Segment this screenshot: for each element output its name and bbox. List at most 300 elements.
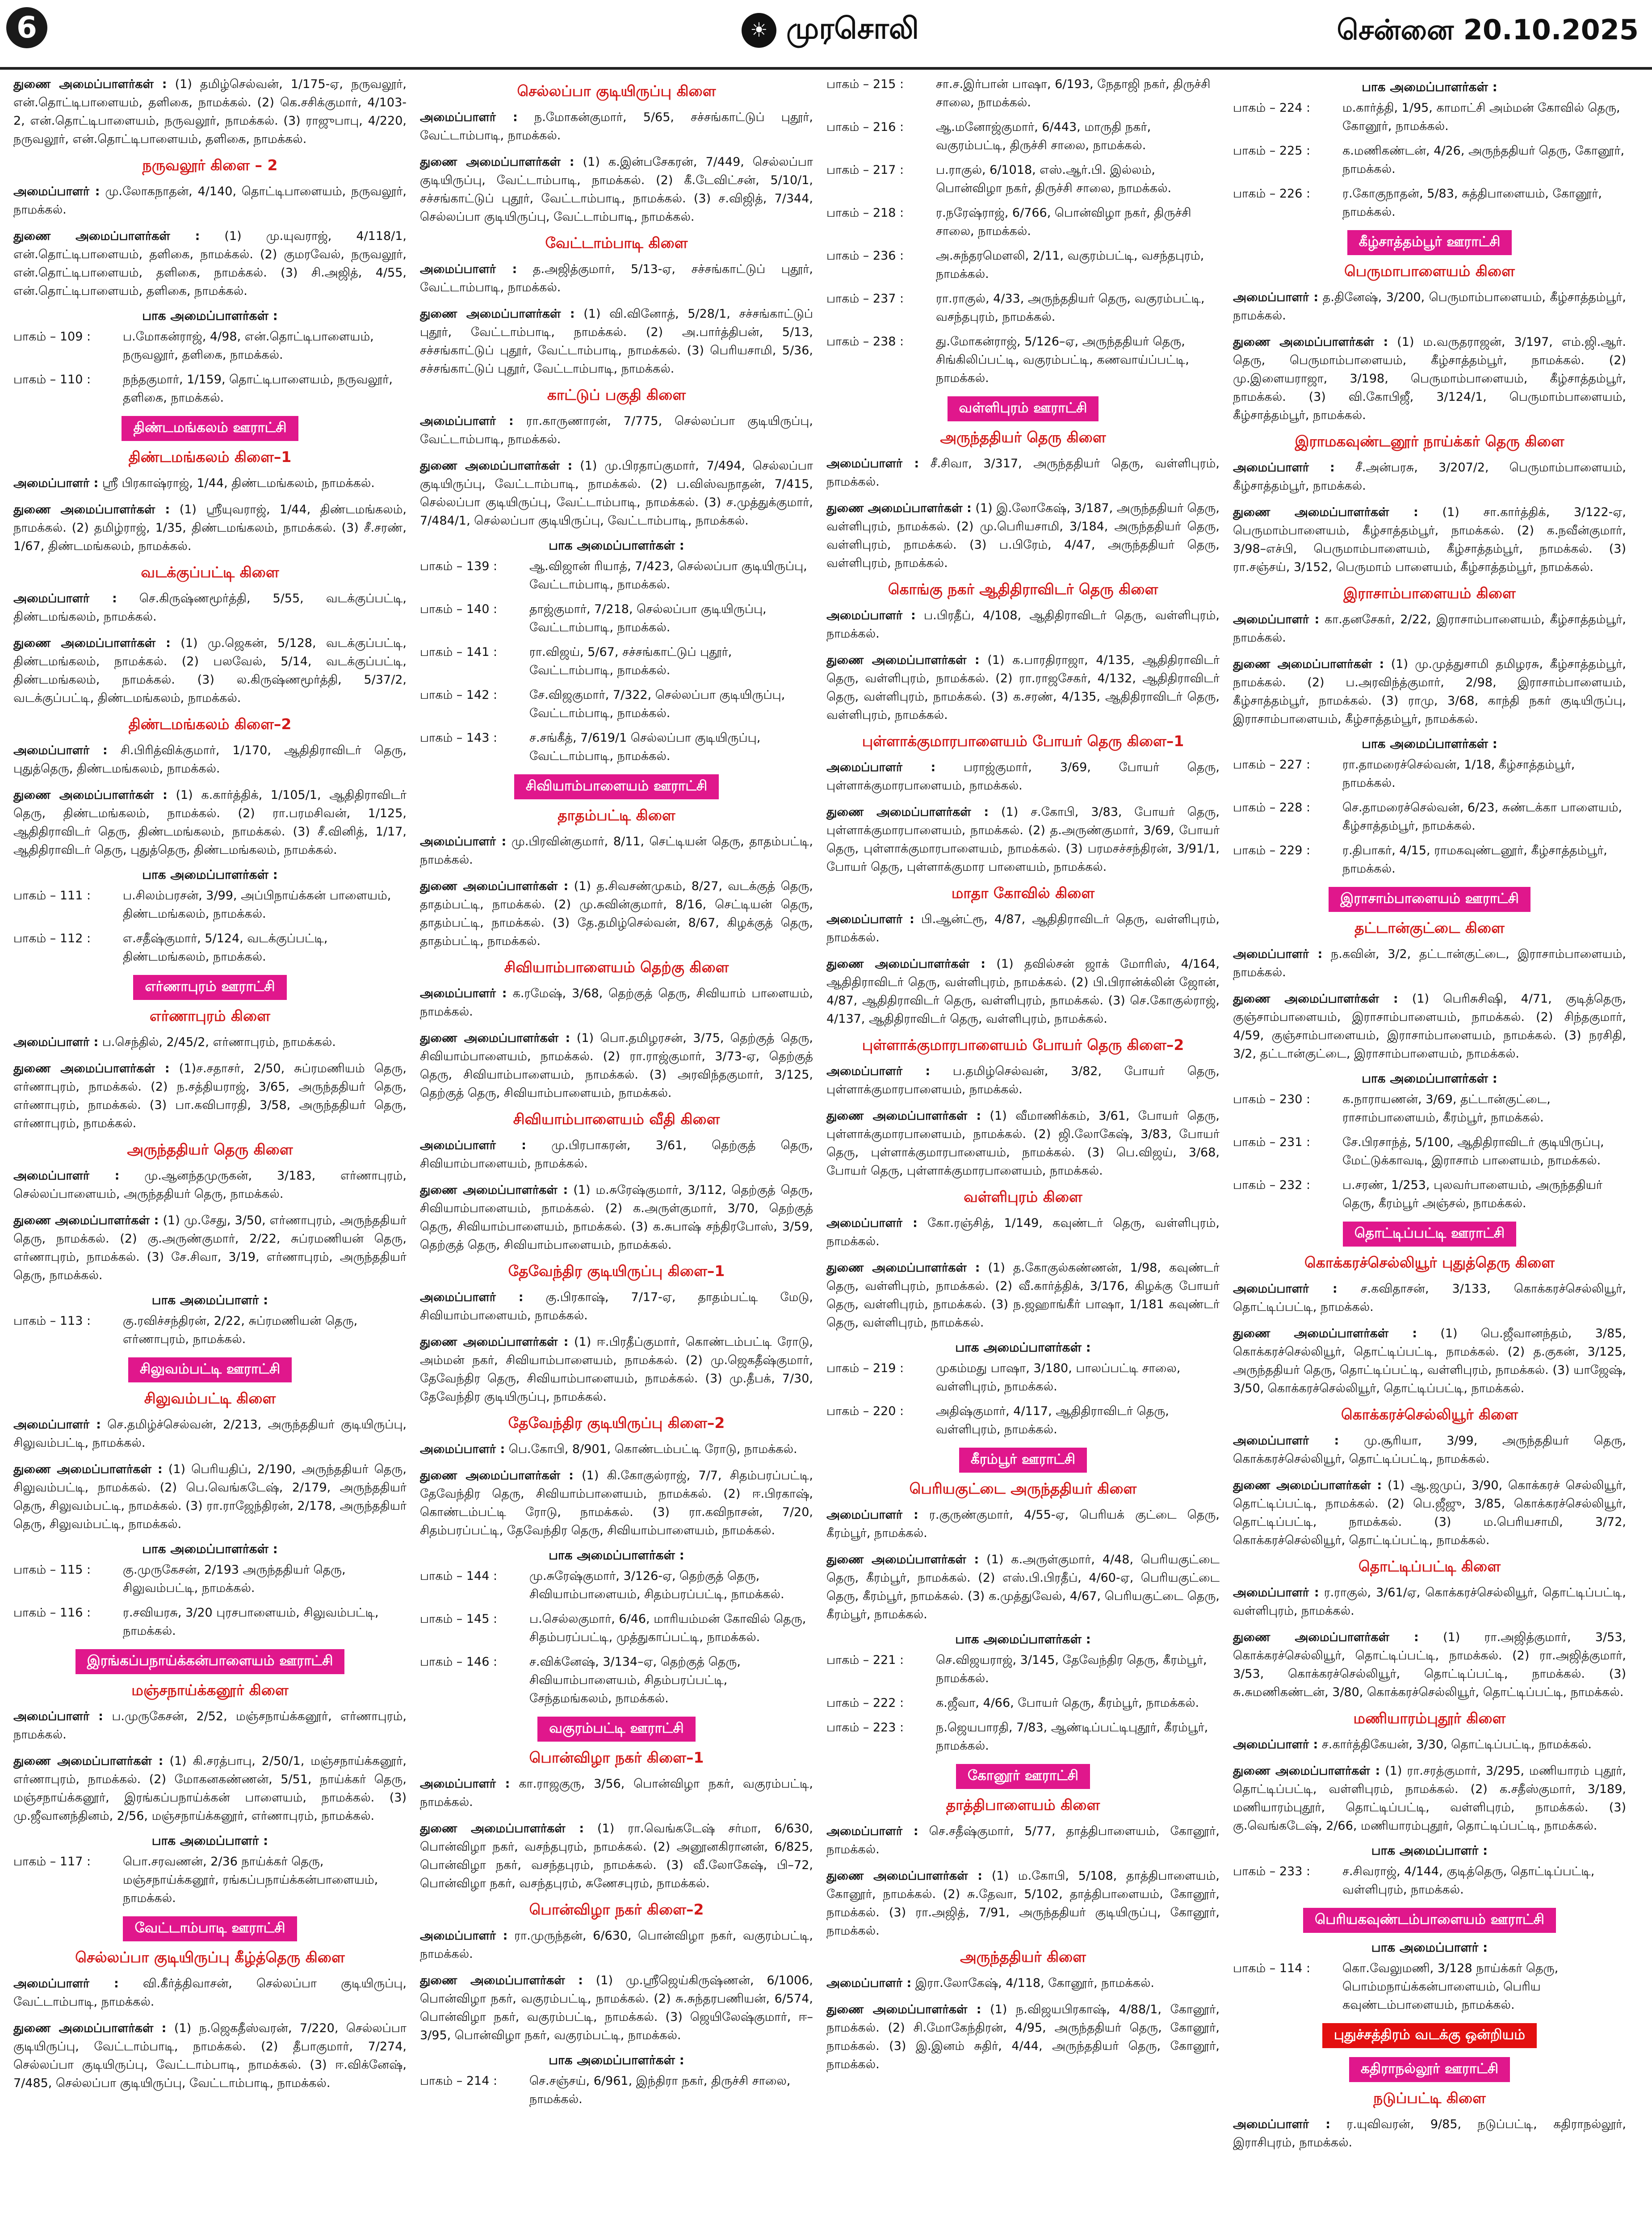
- organizer-entry: [13, 1415, 407, 1452]
- branch-heading: வள்ளிபுரம் கிளை: [964, 1188, 1082, 1205]
- organizer-entry: [13, 75, 407, 148]
- booth-heading: பாக அமைப்பாளர்கள் :: [142, 1541, 278, 1556]
- role-label: அமைப்பாளர் :: [420, 1290, 524, 1304]
- booth-heading: பாக அமைப்பாளர்கள் :: [142, 308, 278, 323]
- booth-organizer: அ.சுந்தரமௌலி, 2/11, வகுரம்பட்டி, வசந்தபுரம், நாமக்கல்.: [936, 249, 1204, 281]
- role-label: அமைப்பாளர் :: [420, 1138, 526, 1152]
- branch-heading: தாதம்பட்டி கிளை: [558, 806, 675, 824]
- branch-heading: அருந்ததியர் கிளை: [960, 1948, 1086, 1965]
- organizer-entry: [13, 1460, 407, 1533]
- branch-heading: அருந்ததியர் தெரு கிளை: [127, 1141, 293, 1158]
- booth-number: பாகம் – 140 :: [420, 602, 498, 616]
- booth-heading: பாக அமைப்பாளர் :: [1371, 1940, 1488, 1955]
- member-details: (1) தமிழ்செல்வன், 1/175-ஏ, நருவலூர், என்.தொட்டிபாளையம், தளிகை, நாமக்கல். (2) கெ.சசிக்குமார், 4/103-2, என்.தொட்டிபாளையம், நருவலூர், நாமக்கல். (3) ராஜுபாபு, 4/220, நருவலூர், என்.தொட்டிபாளையம், தளிகை, நாமக்கல்.: [13, 77, 407, 146]
- member-details: (1) ம.வருதராஜன், 3/197, எம்.ஜி.ஆர். தெரு, பெருமாம்பாளையம், கீழ்சாத்தம்பூர், நாமக்கல். (2) மு.இளையராஜா, 3/198, பெருமாம்பாளையம், கீழ்சாத்தம்பூர், நாமக்கல். (3) வி.கோபிஜீ, 3/124/1, பெருமாம்பாளையம், கீழ்சாத்தம்பூர், நாமக்கல்.: [1233, 335, 1626, 422]
- role-label: அமைப்பாளர் :: [826, 1976, 912, 1990]
- member-details: (1) பெரிசுசிஷி, 4/71, குடித்தெரு, குஞ்சாம்பாளையம், இராசாம்பாளையம், நாமக்கல். (2) சிந்தகுமார், 4/59, குஞ்சாம்பாளையம், இராசாம்பாளையம், நாமக்கல். (3) நரசிதி, 3/2, தட்டான்குட்டை, இராசாம்பாளையம், நாமக்கல்.: [1233, 992, 1626, 1061]
- member-details: (1) த.கோகுல்கண்ணன், 1/98, கவுண்டர் தெரு, வள்ளிபுரம், நாமக்கல். (2) வீ.கார்த்திக், 3/176, கிழக்கு போயர் தெரு, வள்ளிபுரம், நாமக்கல். (3) ந.ஜஹாங்கீர் பாஷா, 1/181 கவுண்டர் தெரு, வள்ளிபுரம், நாமக்கல்.: [826, 1261, 1220, 1330]
- booth-number: பாகம் – 232 :: [1233, 1178, 1311, 1192]
- member-details: (1) வீமாணிக்கம், 3/61, போயர் தெரு, புள்ளாக்குமாரபாளையம், நாமக்கல். (2) ஜி.லோகேஷ், 3/83, போயர் தெரு, புள்ளாக்குமாரபாளையம், நாமக்கல். (3) பெ.விஜய், 3/68, போயர் தெரு, புள்ளாக்குமாரபாளையம், நாமக்கல்.: [826, 1109, 1220, 1178]
- booth-heading: பாக அமைப்பாளர் :: [151, 1293, 268, 1307]
- organizer-entry: [420, 1288, 813, 1325]
- branch-heading: சிவியாம்பாளையம் வீதி கிளை: [513, 1110, 720, 1128]
- booth-number: பாகம் – 221 :: [826, 1653, 904, 1667]
- member-details: (1) மு.சேது, 3/50, எர்ணாபுரம், அருந்ததியர் தெரு, நாமக்கல். (2) கு.அருண்குமார், 2/22, சுப்ரமணியன் தெரு, எர்ணாபுரம், நாமக்கல். (3) சே.சிவா, 3/19, எர்ணாபுரம், அருந்ததியர் தெரு, நாமக்கல்.: [13, 1214, 407, 1282]
- role-label: துணை அமைப்பாளர்கள் :: [420, 1335, 569, 1349]
- masthead: [0, 0, 1652, 70]
- role-label: துணை அமைப்பாளர்கள் :: [826, 2003, 981, 2016]
- organizer-entry: [420, 984, 813, 1021]
- booth-number: பாகம் – 220 :: [826, 1404, 904, 1418]
- member-details: மு.லோகநாதன், 4/140, தொட்டிபாளையம், நருவலூர், நாமக்கல்.: [13, 185, 407, 217]
- column-3: [826, 75, 1220, 2234]
- booth-row: [826, 161, 1220, 197]
- member-details: (1) க.கார்த்திக், 1/105/1, ஆதிதிராவிடர் தெரு, திண்டமங்கலம், நாமக்கல். (2) ரா.பரமசிவன், 1/125, ஆதிதிராவிடர் தெரு, திண்டமங்கலம், நாமக்கல். (3) சீ.வினித், 1/17, ஆதிதிராவிடர் தெரு, புதுத்தெரு, திண்டமங்கலம், நாமக்கல்.: [13, 788, 407, 857]
- member-details: ச.கார்த்திகேயன், 3/30, தொட்டிப்பட்டி, நாமக்கல்.: [1321, 1738, 1592, 1751]
- organizer-entry: [1233, 1324, 1626, 1398]
- member-details: (1) த.சிவசண்முகம், 8/27, வடக்குத் தெரு, தாதம்பட்டி, நாமக்கல். (2) மு.சுவின்குமார், 8/16, செட்டியன் தெரு, தாதம்பட்டி, நாமக்கல். (3) தே.தமிழ்செல்வன், 8/67, கிழக்குத் தெரு, தாதம்பட்டி, நாமக்கல்.: [420, 879, 813, 948]
- booth-number: பாகம் – 233 :: [1233, 1864, 1311, 1878]
- member-details: (1) ரா.வெங்கடேஷ் சர்மா, 6/630, பொன்விழா நகர், வசந்தபுரம், நாமக்கல். (2) அனூனகிரானன், 6/825, பொன்விழா நகர், வசந்தபுரம், நாமக்கல். (3) வீ.லோகேஷ், பி–72, பொன்விழா நகர், வசந்தபுரம், சுணேசபுரம், நாமக்கல்.: [420, 1822, 813, 1890]
- member-details: ர.குருண்குமார், 4/55-ஏ, பெரியக் குட்டை தெரு, கீரம்பூர், நாமக்கல்.: [826, 1508, 1220, 1540]
- role-label: துணை அமைப்பாளர்கள் :: [826, 1869, 983, 1883]
- member-details: ப.பிரதீப், 4/108, ஆதிதிராவிடர் தெரு, வள்ளிபுரம், நாமக்கல்.: [826, 609, 1220, 641]
- booth-organizer: பொ.சரவணன், 2/36 நாய்க்கர் தெரு, மஞ்சநாய்க்கனூர், ரங்கப்பநாய்க்கன்பாளையம், நாமக்கல்.: [123, 1855, 378, 1905]
- member-details: (1) ம.கோபி, 5/108, தாத்திபாளையம், கோனூர், நாமக்கல். (2) சு.தேவா, 5/102, தாத்திபாளையம், கோனூர், நாமக்கல். (3) ரா.அஜித், 7/91, அருந்ததியர் குடியிருப்பு, கோனூர், நாமக்கல்.: [826, 1869, 1220, 1938]
- member-details: (1) ந.ஜெகதீஸ்வரன், 7/220, செல்லப்பா குடியிருப்பு, வேட்டாம்பாடி, நாமக்கல். (2) தீபாகுமார், 7/274, செல்லப்பா குடியிருப்பு, வேட்டாம்பாடி, நாமக்கல். (3) ஈ.விக்னேஷ், 7/485, செல்லப்பா குடியிருப்பு, வேட்டாம்பாடி, நாமக்கல்.: [13, 2021, 407, 2090]
- member-details: (1) மு.யுவராஜ், 4/118/1, என்.தொட்டிபாளையம், தளிகை, நாமக்கல். (2) குமரவேல், நருவலூர், என்.தொட்டிபாளையம், தளிகை, நாமக்கல். (3) சி.அஜித், 4/55, என்.தொட்டிபாளையம், தளிகை, நாமக்கல்.: [13, 229, 407, 298]
- role-label: அமைப்பாளர் :: [1233, 613, 1320, 626]
- booth-row: [826, 1694, 1220, 1712]
- organizer-entry: [420, 412, 813, 449]
- booth-number: பாகம் – 139 :: [420, 559, 498, 573]
- role-label: அமைப்பாளர் :: [420, 110, 518, 124]
- organizer-entry: [13, 1211, 407, 1285]
- member-details: (1) மு.பிரதாப்குமார், 7/494, செல்லப்பா குடியிருப்பு, வேட்டாம்பாடி, நாமக்கல். (2) ப.விஸ்வநாதன், 7/415, செல்லப்பா குடியிருப்பு, வேட்டாம்பாடி, நாமக்கல். (3) ச.முத்துக்குமார், 7/484/1, செல்லப்பா குடியிருப்பு, வேட்டாம்பாடி, நாமக்கல்.: [420, 459, 813, 528]
- booth-row: [420, 643, 813, 680]
- branch-heading: இராசாம்பாளையம் கிளை: [1343, 584, 1516, 602]
- booth-row: [1233, 1133, 1626, 1170]
- branch-heading: புள்ளாக்குமாரபாளையம் போயர் தெரு கிளை–1: [862, 732, 1184, 750]
- role-label: துணை அமைப்பாளர்கள் :: [420, 1822, 584, 1835]
- role-label: துணை அமைப்பாளர்கள் :: [420, 1974, 583, 1987]
- date: 20.10.2025: [1463, 13, 1639, 46]
- booth-organizer: கொ.வேலுமணி, 3/128 நாய்க்கர் தெரு, பொம்மநாய்க்கன்பாளையம், பெரிய கவுண்டம்பாளையம், நாமக்கல்.: [1342, 1961, 1559, 2012]
- role-label: துணை அமைப்பாளர்கள் :: [13, 2021, 167, 2035]
- organizer-entry: [826, 2000, 1220, 2074]
- booth-organizer: சே.பிரசாந்த், 5/100, ஆதிதிராவிடர் குடியிருப்பு, மேட்டுக்காவடி, இராசாம் பாளையம், நாமக்கல்.: [1342, 1135, 1604, 1167]
- booth-organizer: நந்தகுமார், 1/159, தொட்டிபாளையம், நருவலூர், தளிகை, நாமக்கல்.: [123, 373, 393, 405]
- organizer-entry: [1233, 458, 1626, 495]
- booth-row: [1233, 142, 1626, 178]
- organizer-entry: [13, 634, 407, 707]
- booth-organizer: அதிஷ்குமார், 4/117, ஆதிதிராவிடர் தெரு, வள்ளிபுரம், நாமக்கல்.: [936, 1404, 1169, 1436]
- role-label: துணை அமைப்பாளர்கள் :: [420, 459, 573, 473]
- organizer-entry: [13, 1707, 407, 1744]
- booth-row: [826, 1359, 1220, 1396]
- booth-row: [1233, 1862, 1626, 1899]
- city: சென்னை: [1337, 13, 1454, 46]
- member-details: (1) பொ.தமிழரசன், 3/75, தெற்குத் தெரு, சிவியாம்பாளையம், நாமக்கல். (2) ரா.ராஜ்குமார், 3/73-ஏ, தெற்குத் தெரு, சிவியாம்பாளையம், நாமக்கல். (3) அரவிந்தகுமார், 3/125, தெற்குத் தெரு, சிவியாம்பாளையம், நாமக்கல்.: [420, 1031, 813, 1100]
- role-label: துணை அமைப்பாளர்கள் :: [13, 788, 168, 802]
- member-details: மு.பிரபாகரன், 3/61, தெற்குத் தெரு, சிவியாம்பாளையம், நாமக்கல்.: [420, 1138, 813, 1171]
- role-label: அமைப்பாளர் :: [13, 743, 108, 757]
- role-label: அமைப்பாளர் :: [826, 1216, 918, 1230]
- role-label: அமைப்பாளர் :: [1233, 1434, 1339, 1448]
- branch-heading: செல்லப்பா குடியிருப்பு கிளை: [517, 82, 716, 100]
- branch-heading: பெருமாபாளையம் கிளை: [1344, 262, 1515, 280]
- organizer-entry: [1233, 288, 1626, 325]
- panchayat-banner: இராசாம்பாளையம் ஊராட்சி: [1329, 887, 1530, 912]
- organizer-entry: [420, 832, 813, 869]
- booth-number: பாகம் – 222 :: [826, 1696, 904, 1710]
- member-details: (1) இ.லோகேஷ், 3/187, அருந்ததியர் தெரு, வள்ளிபுரம், நாமக்கல். (2) மு.பெரியசாமி, 3/184, அருந்ததியர் தெரு, வள்ளிபுரம், நாமக்கல். (3) ப.பிரேம், 4/47, அருந்ததியர் தெரு, வள்ளிபுரம், நாமக்கல்.: [826, 501, 1220, 570]
- article-columns: [13, 75, 1639, 2234]
- booth-row: [13, 370, 407, 407]
- member-details: க.ரமேஷ், 3/68, தெற்குத் தெரு, சிவியாம் பாளையம், நாமக்கல்.: [420, 987, 813, 1019]
- role-label: அமைப்பாளர் :: [1233, 1282, 1338, 1296]
- organizer-entry: [420, 457, 813, 530]
- booth-number: பாகம் – 228 :: [1233, 801, 1311, 815]
- booth-organizer: ரா.ராகுல், 4/33, அருந்ததியர் தெரு, வகுரம்பட்டி, வசந்தபுரம், நாமக்கல்.: [936, 292, 1205, 324]
- booth-row: [826, 204, 1220, 240]
- booth-row: [420, 1610, 813, 1646]
- role-label: அமைப்பாளர் :: [13, 592, 117, 605]
- role-label: அமைப்பாளர் :: [1233, 1738, 1318, 1751]
- member-details: (1) மு.ஜெகன், 5/128, வடக்குப்பட்டி, திண்டமங்கலம், நாமக்கல். (2) பலவேல், 5/14, வடக்குப்பட்டி, திண்டமங்கலம், நாமக்கல். (3) ல.கிருஷ்ணமூர்த்தி, 5/37/2, வடக்குப்பட்டி, திண்டமங்கலம், நாமக்கல்.: [13, 636, 407, 705]
- organizer-entry: [826, 1214, 1220, 1251]
- organizer-entry: [420, 877, 813, 950]
- role-label: அமைப்பாளர் :: [826, 760, 936, 774]
- role-label: துணை அமைப்பாளர்கள் :: [826, 805, 989, 819]
- booth-row: [826, 75, 1220, 112]
- member-details: (1) மு.முத்துசாமி தமிழரசு, கீழ்சாத்தம்பூர், நாமக்கல். (2) ப.அரவிந்த்குமார், 2/98, இராசாம்பாளையம், கீழ்சாத்தம்பூர், நாமக்கல். (3) ராமு, 3/68, காந்தி நகர் குடியிருப்பு, இராசாம்பாளையம், கீழ்சாத்தம்பூர், நாமக்கல்.: [1233, 657, 1626, 726]
- organizer-entry: [1233, 2115, 1626, 2152]
- brand: [742, 8, 919, 53]
- organizer-entry: [13, 589, 407, 626]
- role-label: துணை அமைப்பாளர்கள் :: [1233, 505, 1418, 519]
- member-details: (1) தவில்சன் ஜாக் மோரிஸ், 4/164, ஆதிதிராவிடர் தெரு, வள்ளிபுரம், நாமக்கல். (2) பி.பிரான்க்லின் ஜோன், 4/87, ஆதிதிராவிடர் தெரு, வள்ளிபுரம், நாமக்கல். (3) செ.கோகுல்ராஜ், 4/137, ஆதிதிராவிடர் தெரு, வள்ளிபுரம், நாமக்கல்.: [826, 957, 1220, 1026]
- organizer-entry: [1233, 503, 1626, 576]
- panchayat-banner: சிலுவம்பட்டி ஊராட்சி: [128, 1357, 292, 1382]
- booth-heading: பாக அமைப்பாளர் :: [1371, 1843, 1488, 1858]
- member-details: த.தினேஷ், 3/200, பெருமாம்பாளையம், கீழ்சாத்தம்பூர், நாமக்கல்.: [1233, 290, 1626, 323]
- paper-name: முரசொலி: [786, 11, 919, 46]
- booth-organizer: க.நாராயணன், 3/69, தட்டான்குட்டை, ராசாம்பாளையம், கீரம்பூர், நாமக்கல்.: [1342, 1092, 1551, 1125]
- member-details: ர.யுவிவரன், 9/85, நடுப்பட்டி, கதிராநல்லூர், இராசிபுரம், நாமக்கல்.: [1233, 2117, 1626, 2150]
- member-details: (1) வி.வினோத், 5/28/1, சச்சங்காட்டுப் புதூர், வேட்டாம்பாடி, நாமக்கல். (2) அ.பார்த்திபன், 5/13, சச்சங்காட்டுப் புதூர், வேட்டாம்பாடி, நாமக்கல். (3) பெரியசாமி, 5/36, சச்சங்காட்டுப் புதூர், வேட்டாம்பாடி, நாமக்கல்.: [420, 307, 813, 376]
- booth-row: [420, 557, 813, 594]
- role-label: துணை அமைப்பாளர்கள் :: [1233, 657, 1384, 671]
- organizer-entry: [826, 1062, 1220, 1099]
- branch-heading: பொன்விழா நகர் கிளை–1: [529, 1749, 704, 1766]
- organizer-entry: [13, 1059, 407, 1133]
- role-label: துணை அமைப்பாளர்கள் :: [1233, 1478, 1382, 1492]
- booth-number: பாகம் – 142 :: [420, 688, 498, 702]
- booth-organizer: ப.சரண், 1/253, புலவர்பாளையம், அருந்ததியர் தெரு, கீரம்பூர் அஞ்சல், நாமக்கல்.: [1342, 1178, 1602, 1210]
- booth-organizer: ஆ.விஜான் ரியாத், 7/423, செல்லப்பா குடியிருப்பு, வேட்டாம்பாடி, நாமக்கல்.: [529, 559, 807, 592]
- branch-heading: தொட்டிப்பட்டி கிளை: [1358, 1558, 1501, 1575]
- booth-organizer: கு.ரவிச்சந்திரன், 2/22, சுப்ரமணியன் தெரு, எர்ணாபுரம், நாமக்கல்.: [123, 1314, 358, 1346]
- booth-row: [1233, 1090, 1626, 1127]
- member-details: கோ.ரஞ்சித், 1/149, கவுண்டர் தெரு, வள்ளிபுரம், நாமக்கல்.: [826, 1216, 1220, 1248]
- booth-row: [13, 1561, 407, 1597]
- booth-heading: பாக அமைப்பாளர்கள் :: [1362, 1071, 1497, 1086]
- branch-heading: மணியாரம்புதூர் கிளை: [1353, 1709, 1506, 1727]
- organizer-entry: [1233, 1735, 1626, 1754]
- branch-heading: தேவேந்திர குடியிருப்பு கிளை–1: [508, 1262, 725, 1280]
- booth-organizer: ப.செல்லகுமார், 6/46, மாரியம்மன் கோவில் தெரு, சிதம்பரப்பட்டி, முத்துகாப்பட்டி, நாமக்கல்.: [529, 1612, 806, 1644]
- branch-heading: நருவலூர் கிளை – 2: [142, 156, 278, 174]
- member-details: சீ.சிவா, 3/317, அருந்ததியர் தெரு, வள்ளிபுரம், நாமக்கல்.: [826, 457, 1220, 489]
- role-label: அமைப்பாளர் :: [13, 1418, 101, 1432]
- member-details: (1) ஈ.பிரதீப்குமார், கொண்டம்பட்டி ரோடு, அம்மன் நகர், சிவியாம்பாளையம், நாமக்கல். (2) மு.ஜெகதீஷ்குமார், தேவேந்திர தெரு, சிவியாம்பாளையம், நாமக்கல். (3) மு.தீபக், 7/30, தேவேந்திர குடியிருப்பு, நாமக்கல்.: [420, 1335, 813, 1404]
- booth-number: பாகம் – 144 :: [420, 1569, 498, 1583]
- member-details: பராஜ்குமார், 3/69, போயர் தெரு, புள்ளாக்குமாரபாளையம், நாமக்கல்.: [826, 760, 1220, 793]
- dateline: [1337, 13, 1639, 50]
- booth-organizer: ர.சவியரசு, 3/20 புரசபாளையம், சிலுவம்பட்டி, நாமக்கல்.: [123, 1606, 379, 1638]
- member-details: ர.ராகுல், 3/61/ஏ, கொக்கரச்செல்லியூர், தொட்டிப்பட்டி, வள்ளிபுரம், நாமக்கல்.: [1233, 1586, 1626, 1618]
- booth-row: [420, 600, 813, 637]
- panchayat-banner: எர்ணாபுரம் ஊராட்சி: [133, 975, 286, 1000]
- organizer-entry: [1233, 1583, 1626, 1620]
- branch-heading: தேவேந்திர குடியிருப்பு கிளை–2: [508, 1414, 725, 1432]
- branch-heading: கொங்கு நகர் ஆதிதிராவிடர் தெரு கிளை: [888, 580, 1158, 598]
- panchayat-banner: சிவியாம்பாளையம் ஊராட்சி: [514, 774, 719, 799]
- branch-heading: அருந்ததியர் தெரு கிளை: [940, 428, 1106, 446]
- booth-number: பாகம் – 230 :: [1233, 1092, 1311, 1106]
- member-details: (1) பெ.ஜீவானந்தம், 3/85, கொக்கரச்செல்லியூர், தொட்டிப்பட்டி, நாமக்கல். (2) த.குகன், 3/125, அருந்ததியர் தெரு, தொட்டிப்பட்டி, வள்ளிபுரம், நாமக்கல். (3) யாஜேஷ், 3/50, கொக்கரச்செல்லியூர், தொட்டிப்பட்டி, நாமக்கல்.: [1233, 1327, 1626, 1395]
- member-details: ப.தமிழ்செல்வன், 3/82, போயர் தெரு, புள்ளாக்குமாரபாளையம், நாமக்கல்.: [826, 1064, 1220, 1096]
- organizer-entry: [420, 1971, 813, 2045]
- booth-row: [13, 929, 407, 966]
- branch-heading: காட்டுப் பகுதி கிளை: [547, 386, 686, 403]
- booth-heading: பாக அமைப்பாளர்கள் :: [1362, 736, 1497, 751]
- booth-organizer: க.மணிகண்டன், 4/26, அருந்ததியர் தெரு, கோனூர், நாமக்கல்.: [1342, 144, 1625, 176]
- booth-row: [826, 1402, 1220, 1439]
- organizer-entry: [826, 1867, 1220, 1940]
- booth-row: [1233, 756, 1626, 792]
- role-label: அமைப்பாளர் :: [13, 185, 100, 198]
- role-label: அமைப்பாளர் :: [1233, 947, 1323, 961]
- booth-number: பாகம் – 238 :: [826, 335, 904, 349]
- member-details: செ.தமிழ்ச்செல்வன், 2/213, அருந்ததியர் குடியிருப்பு, சிலுவம்பட்டி, நாமக்கல்.: [13, 1418, 407, 1450]
- role-label: அமைப்பாளர் :: [13, 1035, 99, 1049]
- booth-organizer: ப.சிலம்பரசன், 3/99, அப்பிநாய்க்கன் பாளையம், திண்டமங்கலம், நாமக்கல்.: [123, 889, 391, 921]
- branch-heading: எர்ணாபுரம் கிளை: [150, 1007, 270, 1025]
- booth-row: [826, 247, 1220, 283]
- role-label: அமைப்பாளர் :: [13, 1709, 103, 1723]
- role-label: அமைப்பாளர் :: [13, 1169, 120, 1183]
- booth-number: பாகம் – 143 :: [420, 731, 498, 745]
- column-4: [1233, 75, 1626, 2234]
- branch-heading: கொக்கரச்செல்லியூர் புதுத்தெரு கிளை: [1304, 1254, 1555, 1271]
- booth-heading: பாக அமைப்பாளர்கள் :: [549, 1548, 684, 1562]
- role-label: துணை அமைப்பாளர்கள் :: [13, 77, 167, 91]
- member-details: ந.மோகன்குமார், 5/65, சச்சங்காட்டுப் புதூர், வேட்டாம்பாடி, நாமக்கல்.: [420, 110, 813, 143]
- role-label: துணை அமைப்பாளர்கள் :: [13, 229, 200, 243]
- booth-organizer: ர.நரேஷ்ராஜ், 6/766, பொன்விழா நகர், திருச்சி சாலை, நாமக்கல்.: [936, 206, 1191, 238]
- panchayat-banner: கீரம்பூர் ஊராட்சி: [959, 1448, 1087, 1473]
- booth-organizer: தாஜ்குமார், 7/218, செல்லப்பா குடியிருப்பு, வேட்டாம்பாடி, நாமக்கல்.: [529, 602, 767, 634]
- booth-organizer: க.ஜீவா, 4/66, போயர் தெரு, கீரம்பூர், நாமக்கல்.: [936, 1696, 1199, 1710]
- panchayat-banner: திண்டமங்கலம் ஊராட்சி: [122, 416, 298, 441]
- branch-heading: பொன்விழா நகர் கிளை–2: [529, 1901, 704, 1918]
- role-label: அமைப்பாளர் :: [826, 609, 916, 622]
- booth-organizer: ம.கார்த்தி, 1/95, காமாட்சி அம்மன் கோவில் தெரு, கோனூர், நாமக்கல்.: [1342, 101, 1620, 133]
- member-details: கா.ராஜகுரு, 3/56, பொன்விழா நகர், வகுரம்பட்டி, நாமக்கல்.: [420, 1777, 813, 1809]
- member-details: (1) க.பாரதிராஜா, 4/135, ஆதிதிராவிடர் தெரு, வள்ளிபுரம், நாமக்கல். (2) ரா.ராஜசேகர், 4/132, ஆதிதிராவிடர் தெரு, வள்ளிபுரம், நாமக்கல். (3) க.சரண், 4/135, ஆதிதிராவிடர் தெரு, வள்ளிபுரம், நாமக்கல்.: [826, 653, 1220, 722]
- role-label: அமைப்பாளர் :: [420, 262, 517, 276]
- member-details: செ.கிருஷ்ணமூர்த்தி, 5/55, வடக்குப்பட்டி, திண்டமங்கலம், நாமக்கல்.: [13, 592, 407, 624]
- booth-heading: பாக அமைப்பாளர்கள் :: [549, 2053, 684, 2067]
- member-details: த.அஜித்குமார், 5/13-ஏ, சச்சங்காட்டுப் புதூர், வேட்டாம்பாடி, நாமக்கல்.: [420, 262, 813, 294]
- booth-organizer: செ.சஞ்சய், 6/961, இந்திரா நகர், திருச்சி சாலை, நாமக்கல்.: [529, 2074, 791, 2106]
- member-details: வி.கீர்த்திவாசன், செல்லப்பா குடியிருப்பு, வேட்டாம்பாடி, நாமக்கல்.: [13, 1977, 407, 2009]
- organizer-entry: [826, 1107, 1220, 1180]
- booth-organizer: ச.சங்கீத், 7/619/1 செல்லப்பா குடியிருப்பு, வேட்டாம்பாடி, நாமக்கல்.: [529, 731, 761, 763]
- member-details: (1) ச.கோபி, 3/83, போயர் தெரு, புள்ளாக்குமாரபாளையம், நாமக்கல். (2) த.அருண்குமார், 3/69, போயர் தெரு, புள்ளாக்குமாரபாளையம், நாமக்கல். (3) பரமசச்சந்திரன், 3/91/1, போயர் தெரு, புள்ளாக்குமார பாளையம், நாமக்கல்.: [826, 805, 1220, 874]
- organizer-entry: [420, 1819, 813, 1893]
- role-label: துணை அமைப்பாளர்கள் :: [13, 1214, 159, 1227]
- booth-organizer: செ.தாமரைச்செல்வன், 6/23, சுண்டக்கா பாளையம், கீழ்சாத்தம்பூர், நாமக்கல்.: [1342, 801, 1623, 833]
- organizer-entry: [826, 1506, 1220, 1542]
- role-label: அமைப்பாளர் :: [826, 912, 914, 926]
- booth-organizer: எ.சதீஷ்குமார், 5/124, வடக்குப்பட்டி, திண்டமங்கலம், நாமக்கல்.: [123, 932, 328, 964]
- organizer-entry: [1233, 945, 1626, 982]
- booth-organizer: ஆ.மனோஜ்குமார், 6/443, மாருதி நகர், வகுரம்பட்டி, திருச்சி சாலை, நாமக்கல்.: [936, 120, 1151, 152]
- branch-heading: பெரியகுட்டை அருந்ததியர் கிளை: [909, 1480, 1137, 1497]
- booth-heading: பாக அமைப்பாளர்கள் :: [549, 538, 684, 553]
- panchayat-banner: வகுரம்பட்டி ஊராட்சி: [537, 1717, 695, 1742]
- booth-organizer: கு.முருகேசன், 2/193 அருந்ததியர் தெரு, சிலுவம்பட்டி, நாமக்கல்.: [123, 1563, 346, 1595]
- booth-number: பாகம் – 236 :: [826, 249, 904, 263]
- branch-heading: மாதா கோவில் கிளை: [951, 884, 1095, 902]
- booth-row: [1233, 1959, 1626, 2014]
- member-details: (1) கி.சரத்பாபு, 2/50/1, மஞ்சநாய்க்கனூர், எர்ணாபுரம், நாமக்கல். (2) மோகனகண்ணன், 5/51, நாய்க்கர் தெரு, மஞ்சநாய்க்கனூர், இரங்கப்பநாய்க்கன் பாளையம், நாமக்கல். (3) மு.ஜீவானந்தினம், 2/56, மஞ்சநாய்க்கனூர், எர்ணாபுரம், நாமக்கல்.: [13, 1754, 407, 1823]
- role-label: துணை அமைப்பாளர்கள் :: [13, 1062, 170, 1075]
- member-details: ப.முருகேசன், 2/52, மஞ்சநாய்க்கனூர், எர்ணாபுரம், நாமக்கல்.: [13, 1709, 407, 1742]
- member-details: (1) க.அருள்குமார், 4/48, பெரியகுட்டை தெரு, கீரம்பூர், நாமக்கல். (2) எஸ்.பி.பிரதீப், 4/60-ஏ, பெரியகுட்டை தெரு, கீரம்பூர், நாமக்கல். (3) க.முத்துவேல், 4/67, பெரியகுட்டை தெரு, கீரம்பூர், நாமக்கல்.: [826, 1553, 1220, 1621]
- role-label: துணை அமைப்பாளர்கள் :: [826, 501, 972, 515]
- role-label: துணை அமைப்பாளர்கள் :: [13, 636, 171, 650]
- organizer-entry: [826, 606, 1220, 643]
- role-label: அமைப்பாளர் :: [826, 1064, 931, 1078]
- role-label: அமைப்பாளர் :: [1233, 461, 1335, 475]
- member-details: (1) ஸ்ரீயுவராஜ், 1/44, திண்டமங்கலம், நாமக்கல். (2) தமிழ்ராஜ், 1/35, திண்டமங்கலம், நாமக்கல். (3) சீ.சரண், 1/67, திண்டமங்கலம், நாமக்கல்.: [13, 503, 407, 553]
- organizer-entry: [1233, 1432, 1626, 1468]
- booth-organizer: ச.சிவராஜ், 4/144, குடித்தெரு, தொட்டிப்பட்டி, வள்ளிபுரம், நாமக்கல்.: [1342, 1864, 1595, 1897]
- organizer-entry: [826, 1550, 1220, 1624]
- branch-heading: சிலுவம்பட்டி கிளை: [144, 1390, 276, 1407]
- booth-number: பாகம் – 141 :: [420, 645, 498, 659]
- booth-number: பாகம் – 229 :: [1233, 844, 1311, 857]
- member-details: (1) ரா.அஜித்குமார், 3/53, கொக்கரச்செல்லியூர், தொட்டிப்பட்டி, நாமக்கல். (2) ரா.அஜித்குமார், 3/53, கொக்கரச்செல்லியூர், தொட்டிப்பட்டி, நாமக்கல். (3) சு.சுமணிகண்டன், 3/80, கொக்கரச்செல்லியூர், தொட்டிப்பட்டி, நாமக்கல்.: [1233, 1630, 1626, 1699]
- role-label: துணை அமைப்பாளர்கள் :: [420, 1031, 570, 1045]
- organizer-entry: [13, 1974, 407, 2011]
- role-label: அமைப்பாளர் :: [13, 476, 99, 490]
- booth-heading: பாக அமைப்பாளர்கள் :: [1362, 80, 1497, 94]
- organizer-entry: [1233, 610, 1626, 647]
- booth-row: [826, 290, 1220, 326]
- organizer-entry: [13, 2019, 407, 2092]
- organizer-entry: [420, 1181, 813, 1254]
- panchayat-banner: கோனூர் ஊராட்சி: [956, 1764, 1090, 1789]
- organizer-entry: [420, 153, 813, 226]
- booth-organizer: ர.கோகுநாதன், 5/83, சுத்திபாளையம், கோனூர், நாமக்கல்.: [1342, 187, 1602, 219]
- organizer-entry: [826, 758, 1220, 795]
- organizer-entry: [826, 454, 1220, 491]
- booth-number: பாகம் – 218 :: [826, 206, 904, 220]
- booth-number: பாகம் – 217 :: [826, 163, 904, 177]
- role-label: துணை அமைப்பாளர்கள் :: [420, 307, 575, 321]
- booth-number: பாகம் – 219 :: [826, 1361, 904, 1375]
- organizer-entry: [420, 305, 813, 378]
- role-label: அமைப்பாளர் :: [826, 1508, 918, 1522]
- organizer-entry: [13, 786, 407, 859]
- member-details: மு.பிரவின்குமார், 8/11, செட்டியன் தெரு, தாதம்பட்டி, நாமக்கல்.: [420, 835, 813, 867]
- booth-number: பாகம் – 145 :: [420, 1612, 498, 1626]
- organizer-entry: [1233, 1280, 1626, 1316]
- booth-row: [13, 1852, 407, 1907]
- organizer-entry: [13, 500, 407, 555]
- member-details: (1) ந.விஜயபிரகாஷ், 4/88/1, கோனூர், நாமக்கல். (2) சி.மோகேந்திரன், 4/95, அருந்ததியர் தெரு, கோனூர், நாமக்கல். (3) இ.இனம் சுதிர், 4/44, அருந்ததியர் தெரு, கோனூர், நாமக்கல்.: [826, 2003, 1220, 2071]
- organizer-entry: [420, 1333, 813, 1406]
- organizer-entry: [826, 803, 1220, 876]
- branch-heading: நடுப்பட்டி கிளை: [1373, 2089, 1486, 2107]
- booth-number: பாகம் – 215 :: [826, 77, 904, 91]
- branch-heading: செல்லப்பா குடியிருப்பு கீழ்த்தெரு கிளை: [75, 1948, 345, 1966]
- role-label: துணை அமைப்பாளர்கள் :: [1233, 1630, 1419, 1644]
- role-label: அமைப்பாளர் :: [420, 987, 507, 1000]
- booth-number: பாகம் – 224 :: [1233, 101, 1311, 115]
- member-details: இரா.லோகேஷ், 4/118, கோனூர், நாமக்கல்.: [915, 1976, 1154, 1990]
- branch-heading: தட்டான்குட்டை கிளை: [1354, 919, 1505, 936]
- role-label: துணை அமைப்பாளர்கள் :: [420, 155, 574, 169]
- branch-heading: திண்டமங்கலம் கிளை–1: [128, 448, 292, 466]
- booth-organizer: ரா.தாமரைச்செல்வன், 1/18, கீழ்சாத்தம்பூர், நாமக்கல்.: [1342, 758, 1575, 790]
- booth-heading: பாக அமைப்பாளர்கள் :: [955, 1340, 1091, 1355]
- organizer-entry: [13, 227, 407, 300]
- organizer-entry: [13, 1167, 407, 1203]
- union-banner: புதுச்சத்திரம் வடக்கு ஒன்றியம்: [1322, 2023, 1537, 2048]
- panchayat-banner: வேட்டாம்பாடி ஊராட்சி: [123, 1916, 297, 1941]
- organizer-entry: [826, 1822, 1220, 1859]
- role-label: துணை அமைப்பாளர்கள் :: [420, 1183, 568, 1197]
- booth-number: பாகம் – 146 :: [420, 1655, 498, 1669]
- member-details: பி.ஆன்ட்ரூ, 4/87, ஆதிதிராவிடர் தெரு, வள்ளிபுரம், நாமக்கல்.: [826, 912, 1220, 945]
- organizer-entry: [1233, 990, 1626, 1063]
- organizer-entry: [826, 1974, 1220, 1992]
- role-label: அமைப்பாளர் :: [1233, 290, 1319, 304]
- organizer-entry: [420, 108, 813, 145]
- role-label: துணை அமைப்பாளர்கள் :: [13, 1754, 164, 1768]
- booth-number: பாகம் – 216 :: [826, 120, 904, 134]
- organizer-entry: [1233, 333, 1626, 424]
- organizer-entry: [826, 651, 1220, 724]
- role-label: அமைப்பாளர் :: [420, 1929, 508, 1943]
- member-details: (1) கி.கோகுல்ராஜ், 7/7, சிதம்பரப்பட்டி, தேவேந்திர தெரு, சிவியாம்பாளையம், நாமக்கல். (2) ஈ.பிரகாஷ், கொண்டம்பட்டி ரோடு, நாமக்கல். (3) ரா.கவிநாசன், 7/20, சிதம்பரப்பட்டி, தேவேந்திர தெரு, சிவியாம்பாளையம், நாமக்கல்.: [420, 1469, 813, 1537]
- branch-heading: தாத்திபாளையம் கிளை: [946, 1796, 1100, 1814]
- booth-number: பாகம் – 227 :: [1233, 758, 1311, 772]
- booth-heading: பாக அமைப்பாளர்கள் :: [142, 867, 278, 882]
- organizer-entry: [13, 741, 407, 778]
- member-details: (1) மு.ஸ்ரீஜெய்கிருஷ்ணன், 6/1006, பொன்விழா நகர், வகுரம்பட்டி, நாமக்கல். (2) சு.சுந்தரபணியன், 6/574, பொன்விழா நகர், வகுரம்பட்டி, நாமக்கல். (3) ஜெயிலேஷ்குமார், ஈ–3/95, பொன்விழா நகர், வகுரம்பட்டி, நாமக்கல்.: [420, 1974, 813, 2042]
- branch-heading: வேட்டாம்பாடி கிளை: [545, 234, 688, 252]
- role-label: துணை அமைப்பாளர்கள் :: [826, 1261, 980, 1275]
- booth-row: [420, 729, 813, 765]
- booth-number: பாகம் – 117 :: [13, 1855, 91, 1869]
